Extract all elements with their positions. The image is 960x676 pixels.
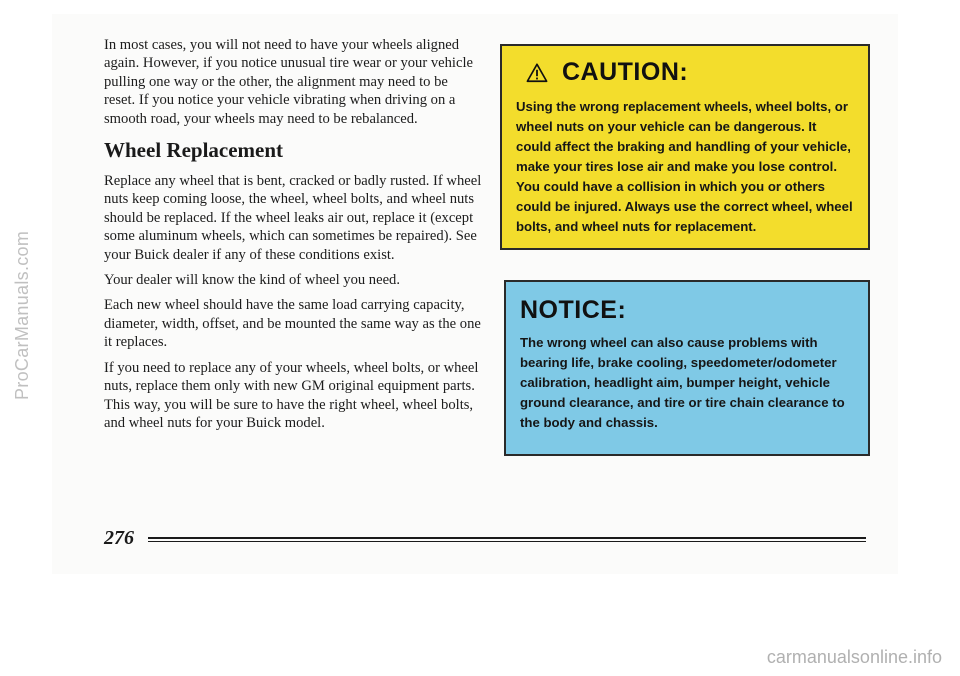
caution-body: Using the wrong replacement wheels, wheel bolts, or wheel nuts on your vehicle can be dangerous. It could affect the braking and handling of your vehicle, make your tires lose air and make you lose control. You could have a collision in which you or others could be injured. Always use the correct wheel, wheel bolts, and wheel nuts for replacement. bbox=[516, 99, 853, 234]
wheel-replacement-paragraph-3: Each new wheel should have the same load carrying capacity, diameter, width, offset, and be mounted the same way as the one it replaces. bbox=[104, 297, 481, 351]
left-column bbox=[104, 36, 482, 439]
footer-rule-thin bbox=[148, 541, 866, 542]
intro-paragraph: In most cases, you will not need to have your wheels aligned again. However, if you notice unusual tire wear or your vehicle pulling one way or the other, the alignment may need to be reset. If you notice your vehicle vibrating when driving on a smooth road, your wheels may need to be rebalanced. bbox=[104, 37, 473, 127]
warning-triangle-icon bbox=[526, 62, 548, 84]
caution-box bbox=[500, 44, 870, 250]
notice-box bbox=[504, 280, 870, 456]
wheel-replacement-paragraph-1: Replace any wheel that is bent, cracked or badly rusted. If wheel nuts keep coming loose, the wheel, wheel bolts, and wheel nuts should be replaced. If the wheel leaks air out, replace it (except some aluminum wheels, which can sometimes be repaired). See your Buick dealer if any of these conditions exist. bbox=[104, 173, 482, 263]
wheel-replacement-paragraph-4: If you need to replace any of your wheels, wheel bolts, or wheel nuts, replace them only with new GM original equipment parts. This way, you will be sure to have the right wheel, wheel bolts, and wheel nuts for your Buick model. bbox=[104, 359, 479, 431]
page-number: 276 bbox=[104, 527, 134, 549]
section-heading-wheel-replacement: Wheel Replacement bbox=[104, 138, 284, 163]
caution-title: CAUTION: bbox=[562, 58, 689, 86]
wheel-replacement-paragraph-2: Your dealer will know the kind of wheel you need. bbox=[104, 272, 401, 289]
side-watermark: ProCarManuals.com bbox=[12, 230, 32, 400]
page-footer bbox=[104, 526, 870, 556]
footer-rule bbox=[148, 537, 866, 539]
bottom-watermark: carmanualsonline.info bbox=[766, 647, 942, 667]
caution-header bbox=[516, 58, 854, 87]
notice-title: NOTICE: bbox=[520, 296, 627, 324]
notice-body: The wrong wheel can also cause problems with bearing life, brake cooling, speedometer/odometer calibration, headlight aim, bumper height, vehicle ground clearance, and tire or tire chain clearance to the body and chassis. bbox=[520, 335, 845, 430]
